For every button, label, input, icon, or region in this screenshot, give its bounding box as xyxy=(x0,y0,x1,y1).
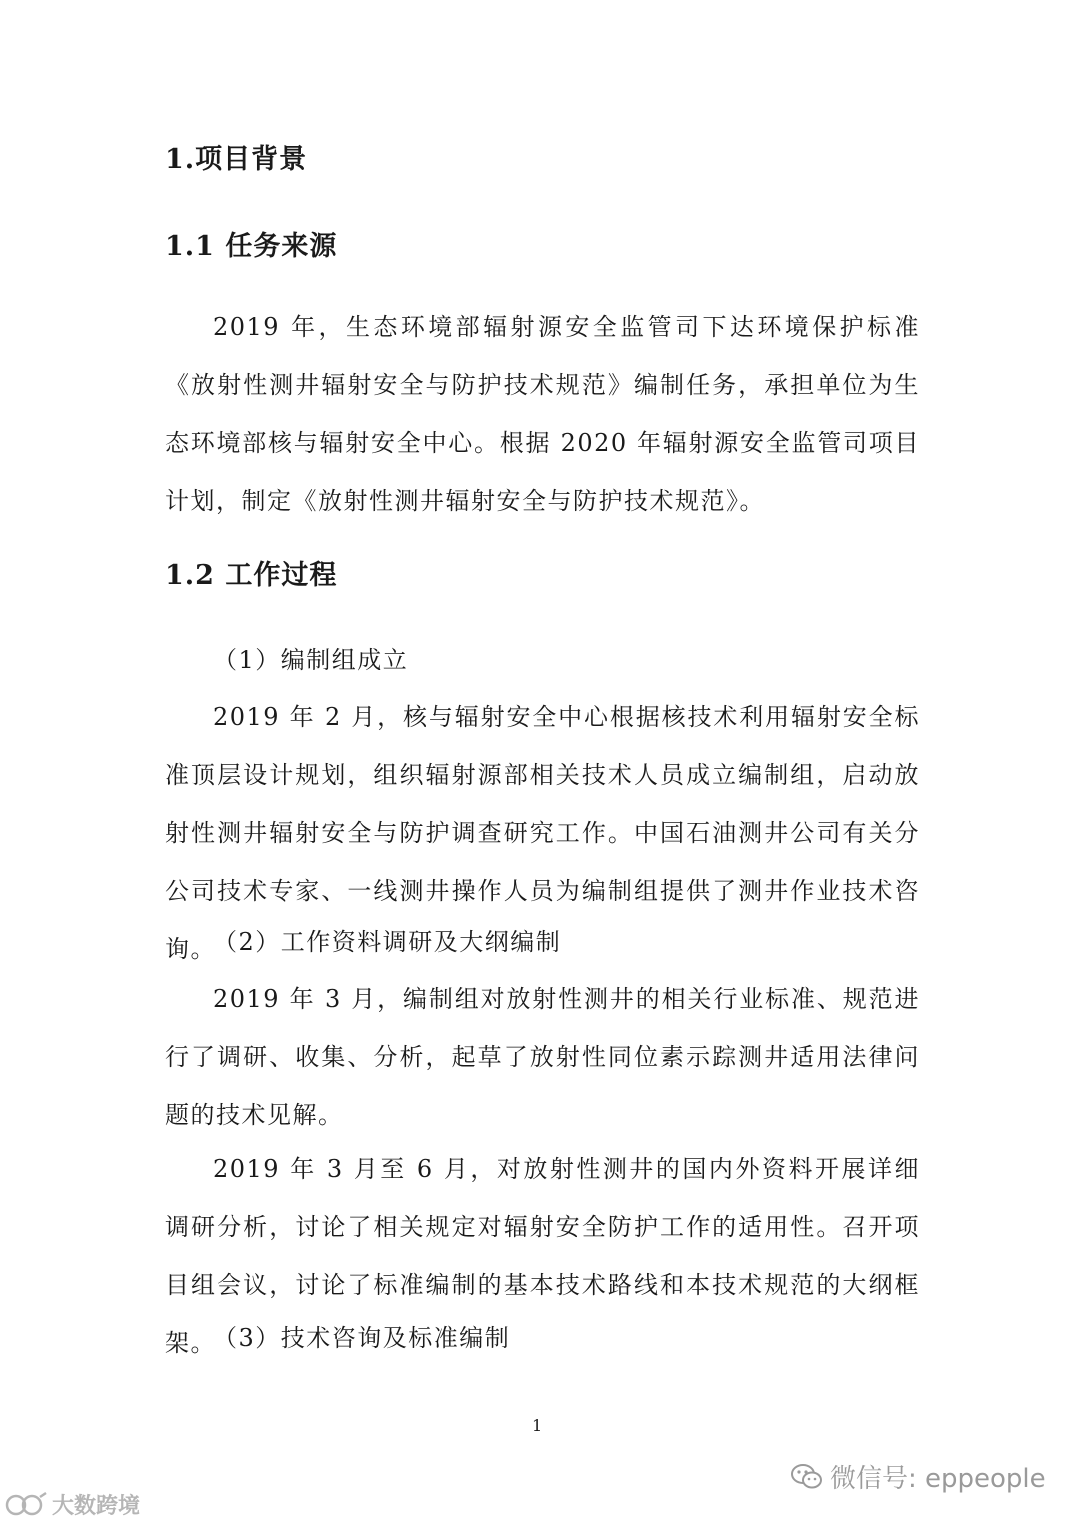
brand-watermark xyxy=(4,1489,140,1520)
item-2-paragraph-1: 2019 年 3 月，编制组对放射性测井的相关行业标准、规范进行了调研、收集、分析，起草了放射性同位素示踪测井适用法律问题的技术见解。 xyxy=(165,985,920,1129)
wechat-label: 微信号: eppeople xyxy=(830,1464,1046,1494)
item-1-paragraph: 2019 年 2 月，核与辐射安全中心根据核技术利用辐射安全标准顶层设计规划，组织辐射源部相关技术人员成立编制组，启动放射性测井辐射安全与防护调查研究工作。中国石油测井公司有关分公司技术专家、一线测井操作人员为编制组提供了测井作业技术咨询。 xyxy=(165,703,920,963)
wechat-watermark xyxy=(790,1458,1046,1495)
section-1-2-title: 1.2 工作过程 xyxy=(165,560,338,591)
wechat-icon xyxy=(790,1462,824,1492)
brand-logo-icon xyxy=(4,1491,48,1519)
section-1-1-paragraph: 2019 年，生态环境部辐射源安全监管司下达环境保护标准《放射性测井辐射安全与防护技术规范》编制任务，承担单位为生态环境部核与辐射安全中心。根据 2020 年辐射源安全监管司项目计划，制定《放射性测井辐射安全与防护技术规范》。 xyxy=(165,313,920,515)
item-2-paragraph-2: 2019 年 3 月至 6 月，对放射性测井的国内外资料开展详细调研分析，讨论了相关规定对辐射安全防护工作的适用性。召开项目组会议，讨论了标准编制的基本技术路线和本技术规范的大纲框架。 xyxy=(165,1155,920,1357)
page-number: 1 xyxy=(532,1416,543,1435)
item-3-title: （3）技术咨询及标准编制 xyxy=(213,1324,511,1352)
chapter-heading: 1.项目背景 xyxy=(165,144,308,175)
item-2-title: （2）工作资料调研及大纲编制 xyxy=(213,928,562,956)
section-1-1-title: 1.1 任务来源 xyxy=(165,231,338,262)
brand-label: 大数跨境 xyxy=(52,1494,141,1519)
item-1-title: （1）编制组成立 xyxy=(213,646,409,674)
